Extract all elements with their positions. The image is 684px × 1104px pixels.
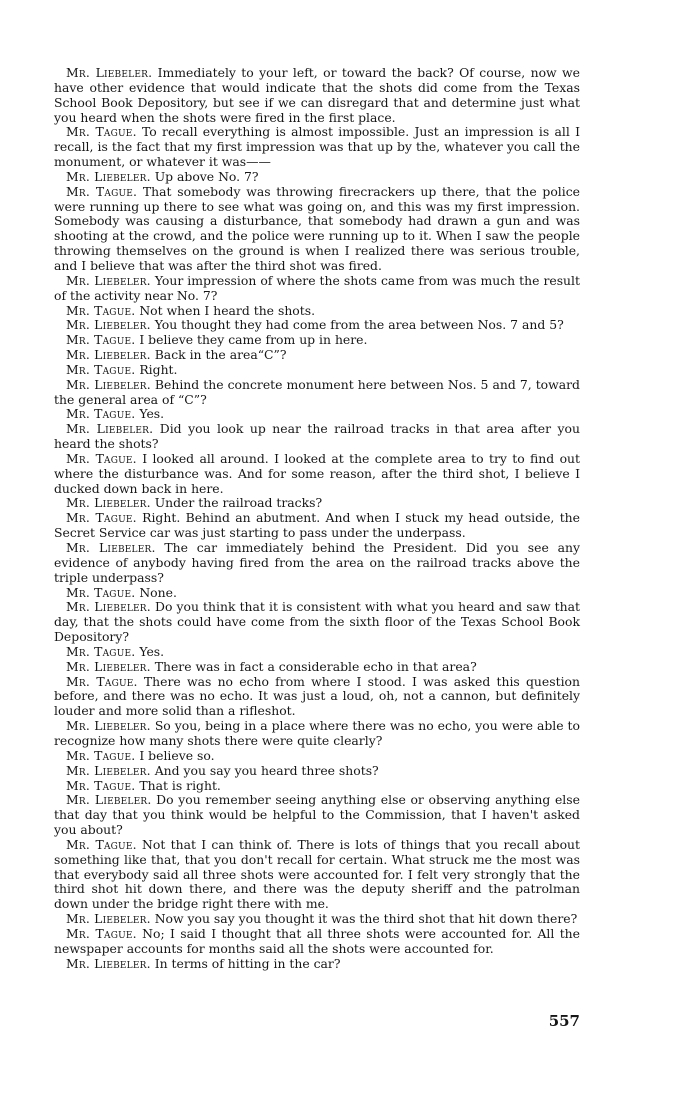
testimony-paragraph bbox=[54, 496, 580, 511]
testimony-paragraph bbox=[54, 838, 580, 912]
speech-text: You thought they had come from the area between Nos. 7 and 5? bbox=[154, 317, 564, 333]
speaker-name: Mr. Tague. bbox=[66, 361, 136, 377]
speech-text: The car immediately behind the President. Did you see any evidence of anybody having fired from the area on the railroad tracks above the triple underpass? bbox=[54, 540, 580, 585]
speaker-name: Mr. Liebeler. bbox=[66, 718, 151, 734]
testimony-paragraph bbox=[54, 170, 580, 185]
testimony-paragraph bbox=[54, 586, 580, 601]
speech-text: There was no echo from where I stood. I was asked this question before, and there was no echo. It was just a loud, oh, not a cannon, but definitely louder and more solid than a rifleshot. bbox=[54, 673, 580, 719]
speech-text: Up above No. 7? bbox=[154, 168, 259, 184]
speaker-name: Mr. Tague. bbox=[66, 925, 137, 941]
speaker-name: Mr. Liebeler. bbox=[66, 65, 153, 80]
speech-text: Yes. bbox=[139, 406, 165, 422]
speaker-name: Mr. Liebeler. bbox=[66, 955, 151, 971]
testimony-paragraph bbox=[54, 719, 580, 749]
testimony-paragraph bbox=[54, 125, 580, 170]
testimony-paragraph bbox=[54, 348, 580, 363]
transcript-body bbox=[54, 66, 580, 971]
speech-text: Right. Behind an abutment. And when I stuck my head outside, the Secret Service car was just starting to pass under the underpass. bbox=[54, 510, 580, 541]
speaker-name: Mr. Tague. bbox=[66, 302, 136, 318]
speech-text: Did you look up near the railroad tracks in that area after you heard the shots? bbox=[54, 421, 580, 452]
speech-text: Right. bbox=[139, 361, 178, 377]
speech-text: That is right. bbox=[139, 777, 221, 793]
testimony-paragraph bbox=[54, 422, 580, 452]
speech-text: Not when I heard the shots. bbox=[139, 302, 316, 318]
testimony-paragraph bbox=[54, 600, 580, 645]
testimony-paragraph bbox=[54, 764, 580, 779]
speaker-name: Mr. Liebeler. bbox=[66, 376, 151, 392]
testimony-paragraph bbox=[54, 452, 580, 497]
speech-text: And you say you heard three shots? bbox=[154, 762, 379, 778]
speaker-name: Mr. Tague. bbox=[66, 124, 137, 140]
speaker-name: Mr. Tague. bbox=[66, 183, 138, 199]
speech-text: Under the railroad tracks? bbox=[154, 495, 323, 511]
speaker-name: Mr. Liebeler. bbox=[66, 495, 151, 511]
speech-text: So you, being in a place where there was no echo, you were able to recognize how many shots there were quite clearly? bbox=[54, 718, 580, 748]
testimony-paragraph bbox=[54, 749, 580, 764]
speech-text: Do you remember seeing anything else or observing anything else that day that you think would be helpful to the Commission, that I haven't asked you about? bbox=[54, 792, 580, 838]
testimony-paragraph bbox=[54, 675, 580, 720]
speaker-name: Mr. Tague. bbox=[66, 747, 136, 763]
speech-text: None. bbox=[139, 584, 177, 600]
speaker-name: Mr. Tague. bbox=[66, 643, 136, 659]
speaker-name: Mr. Tague. bbox=[66, 510, 137, 526]
testimony-paragraph bbox=[54, 957, 580, 972]
testimony-paragraph bbox=[54, 793, 580, 838]
speaker-name: Mr. Liebeler. bbox=[66, 540, 156, 555]
speaker-name: Mr. Liebeler. bbox=[66, 911, 151, 927]
testimony-paragraph bbox=[54, 645, 580, 660]
speaker-name: Mr. Liebeler. bbox=[66, 317, 151, 333]
speech-text: I believe so. bbox=[139, 747, 215, 763]
testimony-paragraph bbox=[54, 333, 580, 348]
speech-text: Now you say you thought it was the third shot that hit down there? bbox=[154, 911, 578, 927]
speaker-name: Mr. Tague. bbox=[66, 673, 138, 689]
speaker-name: Mr. Liebeler. bbox=[66, 272, 151, 288]
speech-text: Do you think that it is consistent with what you heard and saw that day, that the shots could have come from the sixth floor of the Texas School Book Depository? bbox=[54, 599, 580, 645]
speech-text: Behind the concrete monument here between Nos. 5 and 7, toward the general area of “C”? bbox=[54, 376, 580, 407]
testimony-paragraph bbox=[54, 378, 580, 408]
testimony-paragraph bbox=[54, 660, 580, 675]
testimony-paragraph bbox=[54, 912, 580, 927]
testimony-paragraph bbox=[54, 541, 580, 586]
speaker-name: Mr. Liebeler. bbox=[66, 168, 151, 184]
speech-text: Not that I can think of. There is lots of things that you recall about something like that, that you don't recall for certain. What struck me the most was that everybody said all three shots were accounted for. I felt very strongly that the third shot hit down there, and there was the deputy sheriff and the patrolman down under the bridge right there with me. bbox=[54, 836, 580, 912]
speech-text: I looked all around. I looked at the complete area to try to find out where the disturbance was. And for some reason, after the third shot, I believe I ducked down back in here. bbox=[54, 450, 580, 496]
page-number: 557 bbox=[548, 1012, 580, 1030]
speaker-name: Mr. Tague. bbox=[66, 777, 136, 793]
speaker-name: Mr. Liebeler. bbox=[66, 792, 152, 808]
speech-text: That somebody was throwing firecrackers up there, that the police were running up there to see what was going on, and this was my first impression. Somebody was causing a disturbance, that somebody had drawn a gun and was shooting at the crowd, and the police were running up to it. When I saw the people throwing themselves on the ground is when I realized there was serious trouble, and I believe that was after the third shot was fired. bbox=[54, 183, 580, 273]
testimony-paragraph bbox=[54, 927, 580, 957]
speaker-name: Mr. Liebeler. bbox=[66, 762, 151, 778]
speech-text: In terms of hitting in the car? bbox=[154, 955, 341, 971]
speaker-name: Mr. Tague. bbox=[66, 450, 137, 466]
testimony-paragraph bbox=[54, 779, 580, 794]
speaker-name: Mr. Liebeler. bbox=[66, 347, 151, 363]
speech-text: Yes. bbox=[139, 643, 165, 659]
speech-text: Immediately to your left, or toward the back? Of course, now we have other evidence that would indicate that the shots did come from the Texas School Book Depository, but see if we can disregard that and determine just what you heard when the shots were fired in the first place. bbox=[54, 65, 580, 125]
testimony-paragraph bbox=[54, 185, 580, 274]
testimony-paragraph bbox=[54, 407, 580, 422]
testimony-paragraph bbox=[54, 318, 580, 333]
testimony-paragraph bbox=[54, 304, 580, 319]
testimony-paragraph bbox=[54, 274, 580, 304]
speaker-name: Mr. Tague. bbox=[66, 406, 136, 422]
speech-text: I believe they came from up in here. bbox=[139, 332, 368, 348]
speech-text: No; I said I thought that all three shots were accounted for. All the newspaper accounts for months said all the shots were accounted for. bbox=[54, 925, 580, 956]
speaker-name: Mr. Tague. bbox=[66, 584, 136, 600]
speech-text: There was in fact a considerable echo in that area? bbox=[154, 658, 477, 674]
testimony-paragraph bbox=[54, 66, 580, 125]
speaker-name: Mr. Liebeler. bbox=[66, 421, 154, 437]
speech-text: Back in the area“C”? bbox=[154, 347, 287, 363]
speaker-name: Mr. Liebeler. bbox=[66, 599, 151, 615]
speaker-name: Mr. Tague. bbox=[66, 836, 137, 852]
testimony-paragraph bbox=[54, 511, 580, 541]
speech-text: To recall everything is almost impossible. Just an impression is all I recall, is the fact that my first impression was that up by the, whatever you call the monument, or whatever it was—— bbox=[54, 124, 580, 170]
speech-text: Your impression of where the shots came from was much the result of the activity near No. 7? bbox=[54, 272, 580, 303]
testimony-paragraph bbox=[54, 363, 580, 378]
speaker-name: Mr. Liebeler. bbox=[66, 658, 151, 674]
speaker-name: Mr. Tague. bbox=[66, 332, 136, 348]
